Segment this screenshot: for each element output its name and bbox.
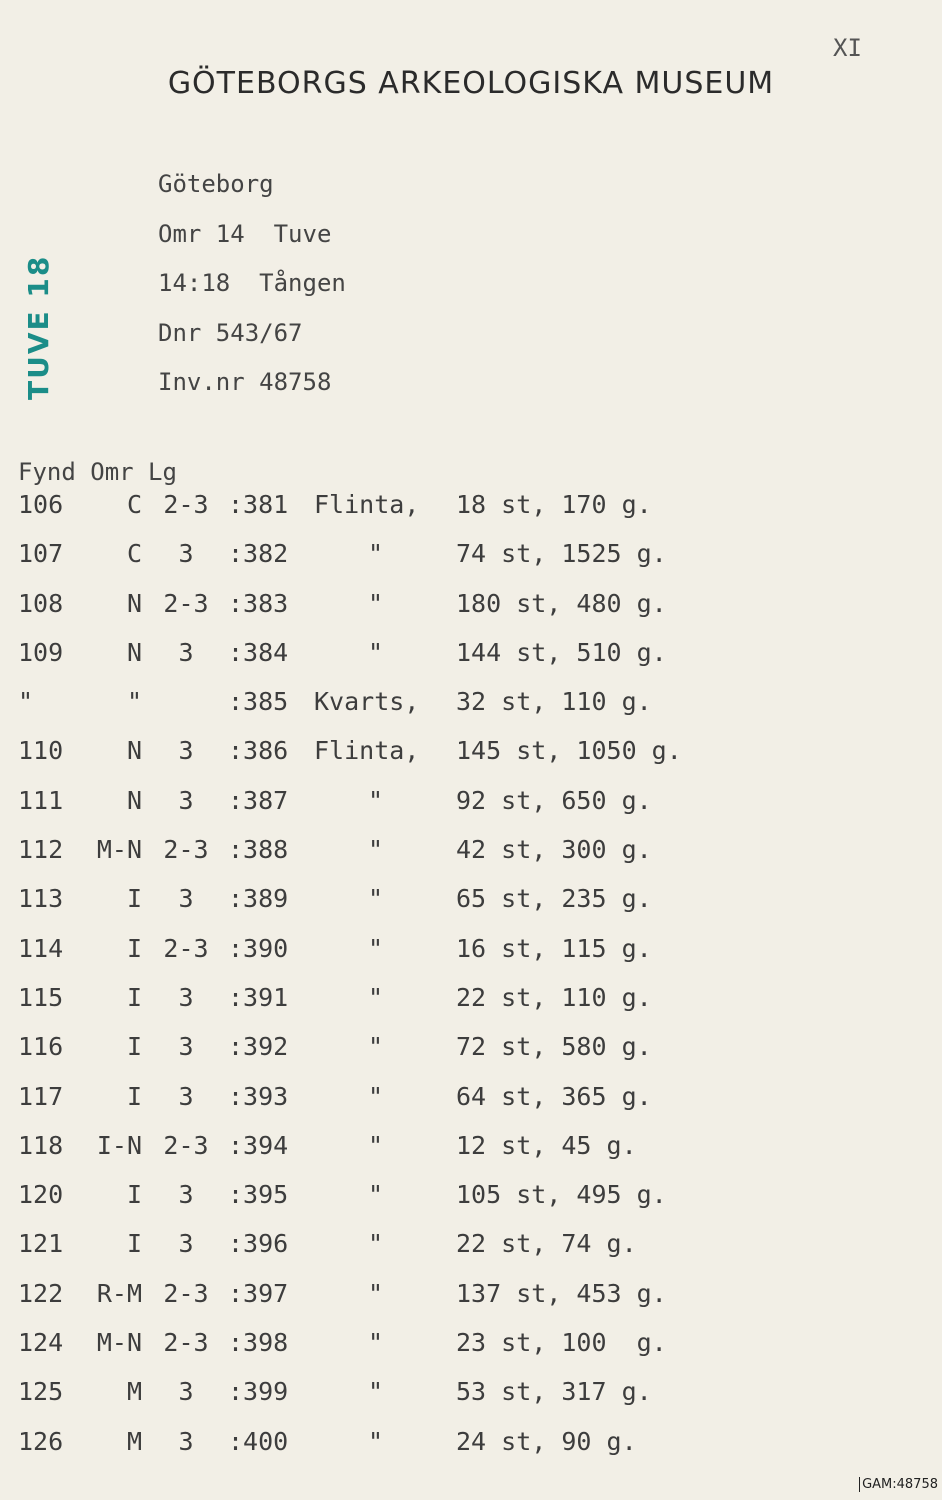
find-item-number: :382 <box>228 539 289 569</box>
find-item-number: :388 <box>228 835 289 865</box>
find-area: C <box>126 539 142 569</box>
find-area: M <box>126 1377 142 1407</box>
find-material: " <box>368 982 384 1012</box>
find-material: " <box>368 1032 384 1062</box>
finds-column-header: Fynd Omr Lg <box>18 458 177 486</box>
find-number: 116 <box>18 1032 64 1062</box>
find-count-weight: 42 st, 300 g. <box>456 835 652 865</box>
find-layer: 3 <box>178 539 194 569</box>
find-number: 107 <box>18 539 64 569</box>
find-area: N <box>126 785 142 815</box>
find-layer: 3 <box>178 736 194 766</box>
find-area: M-N <box>96 835 142 865</box>
find-item-number: :384 <box>228 637 289 667</box>
find-number: 121 <box>18 1229 64 1259</box>
location-dnr: Dnr 543/67 <box>158 318 303 347</box>
find-number: 122 <box>18 1278 64 1308</box>
find-layer: 3 <box>178 785 194 815</box>
find-layer: 3 <box>178 1180 194 1210</box>
find-count-weight: 65 st, 235 g. <box>456 884 652 914</box>
find-number: 125 <box>18 1377 64 1407</box>
find-area: I <box>126 884 142 914</box>
find-area: I <box>126 1032 142 1062</box>
find-item-number: :395 <box>228 1180 289 1210</box>
find-count-weight: 53 st, 317 g. <box>456 1377 652 1407</box>
find-area: N <box>126 736 142 766</box>
find-count-weight: 32 st, 110 g. <box>456 687 652 717</box>
find-count-weight: 18 st, 170 g. <box>456 490 652 519</box>
find-area: M-N <box>96 1328 142 1358</box>
find-material: Flinta, <box>314 736 420 766</box>
find-layer: 2-3 <box>163 1130 209 1160</box>
find-material: Flinta, <box>314 490 420 519</box>
find-material: " <box>368 1377 384 1407</box>
find-item-number: :391 <box>228 982 289 1012</box>
find-area: N <box>126 637 142 667</box>
find-number: 113 <box>18 884 64 914</box>
find-item-number: :383 <box>228 588 289 618</box>
find-material: " <box>368 835 384 865</box>
find-count-weight: 144 st, 510 g. <box>456 637 667 667</box>
catalog-id: GAM:48758 <box>859 1477 938 1492</box>
find-material: " <box>368 1278 384 1308</box>
find-number: 112 <box>18 835 64 865</box>
find-layer: 2-3 <box>163 588 209 618</box>
find-count-weight: 180 st, 480 g. <box>456 588 667 618</box>
find-material: " <box>368 588 384 618</box>
find-layer: 2-3 <box>163 835 209 865</box>
find-item-number: :389 <box>228 884 289 914</box>
find-layer: 3 <box>178 637 194 667</box>
find-number: 126 <box>18 1426 64 1456</box>
find-layer: 3 <box>178 1032 194 1062</box>
find-number: 108 <box>18 588 64 618</box>
find-count-weight: 23 st, 100 g. <box>456 1328 667 1358</box>
find-count-weight: 16 st, 115 g. <box>456 933 652 963</box>
location-block <box>158 160 346 408</box>
find-count-weight: 22 st, 110 g. <box>456 982 652 1012</box>
find-count-weight: 105 st, 495 g. <box>456 1180 667 1210</box>
find-item-number: :396 <box>228 1229 289 1259</box>
find-number: 117 <box>18 1081 64 1111</box>
find-area: I-N <box>96 1130 142 1160</box>
site-stamp: TUVE 18 <box>22 254 55 400</box>
find-count-weight: 64 st, 365 g. <box>456 1081 652 1111</box>
find-item-number: :392 <box>228 1032 289 1062</box>
find-number: 118 <box>18 1130 64 1160</box>
page-number: XI <box>833 34 862 62</box>
find-layer: 2-3 <box>163 933 209 963</box>
find-area: M <box>126 1426 142 1456</box>
find-item-number: :399 <box>228 1377 289 1407</box>
location-inventory: Inv.nr 48758 <box>158 368 332 396</box>
find-number: 111 <box>18 785 64 815</box>
find-item-number: :386 <box>228 736 289 766</box>
find-material: " <box>368 1180 384 1210</box>
find-material: " <box>368 933 384 963</box>
find-count-weight: 72 st, 580 g. <box>456 1032 652 1062</box>
find-item-number: :390 <box>228 933 289 963</box>
find-area: I <box>126 1180 142 1210</box>
find-number: 110 <box>18 736 64 766</box>
find-material: " <box>368 637 384 667</box>
find-material: " <box>368 1426 384 1456</box>
find-area: N <box>126 588 142 618</box>
find-material: " <box>368 1229 384 1259</box>
location-area: Omr 14 Tuve <box>158 219 332 248</box>
find-layer: 2-3 <box>163 490 209 519</box>
find-area: I <box>126 933 142 963</box>
find-material: " <box>368 539 384 569</box>
find-layer: 3 <box>178 1081 194 1111</box>
find-material: " <box>368 1081 384 1111</box>
find-item-number: :397 <box>228 1278 289 1308</box>
find-material: " <box>368 884 384 914</box>
find-material: " <box>368 785 384 815</box>
find-count-weight: 22 st, 74 g. <box>456 1229 637 1259</box>
find-layer: 3 <box>178 884 194 914</box>
museum-title-text: GÖTEBORGS ARKEOLOGISKA MUSEUM <box>167 66 775 101</box>
find-item-number: :393 <box>228 1081 289 1111</box>
find-count-weight: 74 st, 1525 g. <box>456 539 667 569</box>
find-area: I <box>126 1229 142 1259</box>
location-city: Göteborg <box>158 170 274 198</box>
find-material: " <box>368 1328 384 1358</box>
find-number: 109 <box>18 637 64 667</box>
find-layer: 2-3 <box>163 1278 209 1308</box>
find-layer: 3 <box>178 1377 194 1407</box>
find-number: 124 <box>18 1328 64 1358</box>
find-layer: 3 <box>178 1426 194 1456</box>
find-area: R-M <box>96 1278 142 1308</box>
museum-title <box>0 66 942 101</box>
find-count-weight: 137 st, 453 g. <box>456 1278 667 1308</box>
find-number: 120 <box>18 1180 64 1210</box>
find-item-number: :387 <box>228 785 289 815</box>
find-layer: 2-3 <box>163 1328 209 1358</box>
find-layer: 3 <box>178 1229 194 1259</box>
find-material: " <box>368 1130 384 1160</box>
find-count-weight: 92 st, 650 g. <box>456 785 652 815</box>
find-number: 115 <box>18 982 64 1012</box>
find-item-number: :398 <box>228 1328 289 1358</box>
find-number: " <box>18 687 34 717</box>
find-material: Kvarts, <box>314 687 420 717</box>
find-count-weight: 12 st, 45 g. <box>456 1130 637 1160</box>
find-item-number: :381 <box>228 490 289 519</box>
find-area: I <box>126 1081 142 1111</box>
find-count-weight: 24 st, 90 g. <box>456 1426 637 1456</box>
find-layer: 3 <box>178 982 194 1012</box>
find-number: 106 <box>18 490 64 519</box>
find-number: 114 <box>18 933 64 963</box>
find-area: I <box>126 982 142 1012</box>
find-item-number: :394 <box>228 1130 289 1160</box>
find-count-weight: 145 st, 1050 g. <box>456 736 682 766</box>
find-area: C <box>126 490 142 519</box>
find-item-number: :400 <box>228 1426 289 1456</box>
find-item-number: :385 <box>228 687 289 717</box>
find-area: " <box>126 687 142 717</box>
location-site: 14:18 Tången <box>158 269 346 297</box>
